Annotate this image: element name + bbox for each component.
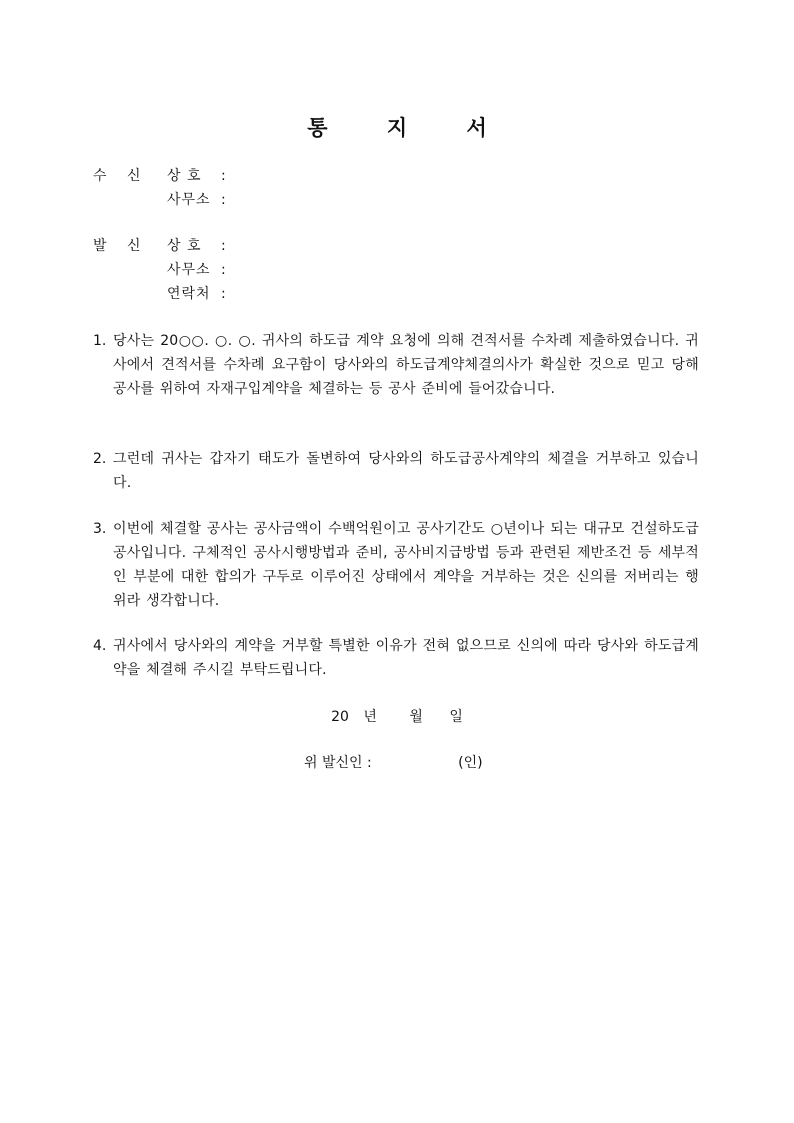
paragraph-text: 그런데 귀사는 갑자기 태도가 돌변하여 당사와의 하도급공사계약의 체결을 거부하고 있습니다. (113, 451, 699, 491)
signature-label: 위 발신인 : (304, 755, 372, 771)
paragraph-number: 1. (93, 333, 107, 349)
sender-office-colon: : (221, 262, 226, 278)
paragraph-1 (93, 329, 699, 401)
date-line (0, 706, 794, 728)
sender-office-label: 사무소 (167, 262, 211, 278)
sender-contact-label: 연락처 (167, 286, 211, 302)
paragraph-number: 2. (93, 451, 107, 467)
sender-label: 발 신 (93, 238, 149, 254)
recipient-company-colon: : (221, 168, 226, 184)
sender-row-company (93, 234, 226, 258)
recipient-row-office (93, 188, 226, 212)
signature-line (304, 752, 483, 774)
date-month-unit: 월 (409, 709, 423, 725)
date-day-unit: 일 (449, 709, 463, 725)
sender-company-colon: : (221, 238, 226, 254)
paragraph-text: 귀사에서 당사와의 계약을 거부할 특별한 이유가 전혀 없으므로 신의에 따라 당사와 하도급계약을 체결해 주시길 부탁드립니다. (113, 638, 699, 678)
paragraph-4 (93, 634, 699, 682)
paragraph-number: 3. (93, 521, 107, 537)
recipient-office-colon: : (221, 192, 226, 208)
recipient-label: 수 신 (93, 168, 149, 184)
recipient-company-label: 상 호 (167, 168, 202, 184)
paragraph-text: 당사는 20○○. ○. ○. 귀사의 하도급 계약 요청에 의해 견적서를 수차례 제출하였습니다. 귀사에서 견적서를 수차례 요구함이 당사와의 하도급계약체결의사가 확실한 것으로 믿고 당해 공사를 위하여 자재구입계약을 체결하는 등 공사 준비에 들어갔습니다. (113, 333, 699, 397)
recipient-row-company (93, 164, 226, 188)
recipient-block (93, 164, 226, 212)
sender-row-office (93, 258, 226, 282)
sender-contact-colon: : (221, 286, 226, 302)
paragraph-number: 4. (93, 638, 107, 654)
date-year-unit: 년 (363, 709, 377, 725)
seal-mark: (인) (458, 755, 483, 771)
sender-company-label: 상 호 (167, 238, 202, 254)
paragraph-3 (93, 517, 699, 613)
recipient-office-label: 사무소 (167, 192, 211, 208)
sender-row-contact (93, 282, 226, 306)
date-year: 20 (331, 709, 349, 725)
paragraph-text: 이번에 체결할 공사는 공사금액이 수백억원이고 공사기간도 ○년이나 되는 대규모 건설하도급공사입니다. 구체적인 공사시행방법과 준비, 공사비지급방법 등과 관련된 제반조건 등 세부적인 부분에 대한 합의가 구두로 이루어진 상태에서 계약을 거부하는 것은 신의를 저버리는 행위라 생각합니다. (113, 521, 699, 609)
page-title: 통 지 서 (307, 116, 513, 140)
paragraph-2 (93, 447, 699, 495)
sender-block (93, 234, 226, 306)
